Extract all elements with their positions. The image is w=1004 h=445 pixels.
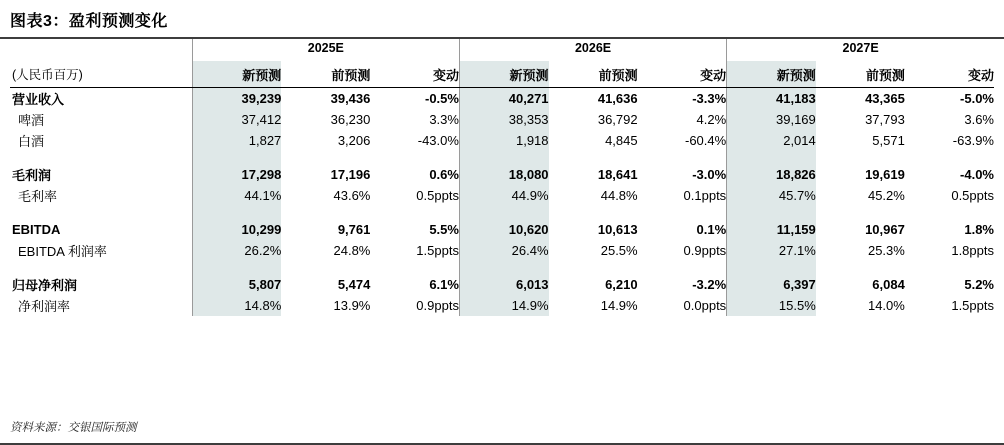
row-value: 37,412 xyxy=(192,109,281,130)
table-row xyxy=(10,274,994,295)
group-header-2026e xyxy=(459,39,726,61)
row-value: 0.1ppts xyxy=(683,188,727,203)
row-value: 1.8ppts xyxy=(951,243,994,258)
row-value: 43.6% xyxy=(333,188,371,203)
row-value: 0.5ppts xyxy=(416,188,459,203)
row-value: 10,967 xyxy=(865,222,905,237)
table-row xyxy=(10,185,994,206)
row-value: 25.3% xyxy=(867,243,905,258)
col-header-2025e-chg: 变动 xyxy=(370,61,459,88)
table-row xyxy=(10,295,994,316)
row-value: 10,620 xyxy=(459,219,548,240)
row-value: 44.8% xyxy=(600,188,638,203)
row-label: 毛利率 xyxy=(18,189,58,204)
row-value: 1.5ppts xyxy=(416,243,459,258)
row-value: 6,013 xyxy=(459,274,548,295)
row-value: 18,826 xyxy=(727,164,816,185)
row-label: 净利润率 xyxy=(18,299,71,314)
row-spacer xyxy=(10,206,994,219)
row-value: 6,397 xyxy=(727,274,816,295)
table-row xyxy=(10,219,994,240)
page-title: 图表3：盈利预测变化 xyxy=(10,13,168,30)
row-value: 44.1% xyxy=(192,185,281,206)
row-value: 14.0% xyxy=(867,298,905,313)
row-value: 13.9% xyxy=(333,298,371,313)
col-header-2026e-chg: 变动 xyxy=(638,61,727,88)
row-value: 43,365 xyxy=(865,91,905,106)
row-value: 41,636 xyxy=(597,91,638,106)
row-value: 10,299 xyxy=(192,219,281,240)
row-label: EBITDA 利润率 xyxy=(18,244,107,259)
row-value: 14.9% xyxy=(459,295,548,316)
row-value: -5.0% xyxy=(960,91,994,106)
row-value: -63.9% xyxy=(952,133,994,148)
table-row xyxy=(10,88,994,110)
row-value: 1,918 xyxy=(459,130,548,151)
col-header-2026e-new: 新预测 xyxy=(459,61,548,88)
group-label-2027e: 2027E xyxy=(833,41,889,55)
table-row xyxy=(10,130,994,151)
row-value: 4,845 xyxy=(605,133,638,148)
row-label: 归母净利润 xyxy=(12,278,78,293)
group-label-2025e: 2025E xyxy=(298,41,354,55)
row-value: 45.2% xyxy=(867,188,905,203)
row-value: -0.5% xyxy=(424,91,459,106)
row-value: 27.1% xyxy=(727,240,816,261)
row-value: 11,159 xyxy=(727,219,816,240)
row-value: 19,619 xyxy=(865,167,905,182)
forecast-change-table xyxy=(10,39,994,316)
row-value: 45.7% xyxy=(727,185,816,206)
row-value: 17,196 xyxy=(330,167,371,182)
row-value: 14.9% xyxy=(600,298,638,313)
row-value: 0.9ppts xyxy=(416,298,459,313)
row-value: 3.6% xyxy=(964,112,994,127)
row-value: 44.9% xyxy=(459,185,548,206)
row-value: 41,183 xyxy=(727,88,816,110)
row-label: 营业收入 xyxy=(12,92,65,107)
table-row xyxy=(10,240,994,261)
row-value: 1,827 xyxy=(192,130,281,151)
row-value: 36,792 xyxy=(597,112,638,127)
row-value: 5,571 xyxy=(872,133,905,148)
table-row xyxy=(10,109,994,130)
row-value: 18,080 xyxy=(459,164,548,185)
row-value: 6,084 xyxy=(872,277,905,292)
table-row xyxy=(10,164,994,185)
unit-label: (人民币百万) xyxy=(10,61,192,88)
row-value: -43.0% xyxy=(417,133,459,148)
row-value: -3.2% xyxy=(692,277,727,292)
row-spacer xyxy=(10,261,994,274)
row-value: 39,436 xyxy=(330,91,371,106)
col-header-2025e-new: 新预测 xyxy=(192,61,281,88)
row-value: 2,014 xyxy=(727,130,816,151)
row-label: 白酒 xyxy=(18,134,45,149)
row-value: 10,613 xyxy=(597,222,638,237)
row-value: 39,239 xyxy=(192,88,281,110)
row-value: 40,271 xyxy=(459,88,548,110)
row-value: 3.3% xyxy=(429,112,459,127)
row-spacer xyxy=(10,151,994,164)
row-value: 38,353 xyxy=(459,109,548,130)
group-label-2026e: 2026E xyxy=(565,41,621,55)
row-value: 0.5ppts xyxy=(951,188,994,203)
row-value: 17,298 xyxy=(192,164,281,185)
row-value: 5,807 xyxy=(192,274,281,295)
row-label: EBITDA xyxy=(12,222,61,237)
col-header-2027e-prev: 前预测 xyxy=(816,61,905,88)
row-value: 18,641 xyxy=(597,167,638,182)
row-value: 14.8% xyxy=(192,295,281,316)
row-value: 26.4% xyxy=(459,240,548,261)
source-note: 资料来源：交银国际预测 xyxy=(10,422,137,434)
row-value: 15.5% xyxy=(727,295,816,316)
row-value: -3.0% xyxy=(692,167,727,182)
row-value: 39,169 xyxy=(727,109,816,130)
group-header-2025e xyxy=(192,39,459,61)
row-value: 1.5ppts xyxy=(951,298,994,313)
row-value: 24.8% xyxy=(333,243,371,258)
row-value: -3.3% xyxy=(692,91,727,106)
row-value: 6,210 xyxy=(605,277,638,292)
row-value: 36,230 xyxy=(330,112,371,127)
row-value: 0.0ppts xyxy=(683,298,727,313)
row-label: 毛利润 xyxy=(12,168,52,183)
row-value: -60.4% xyxy=(684,133,727,148)
row-value: -4.0% xyxy=(960,167,994,182)
group-header-blank xyxy=(10,39,192,61)
row-value: 25.5% xyxy=(600,243,638,258)
row-value: 0.9ppts xyxy=(683,243,727,258)
table-body xyxy=(10,39,994,316)
col-header-2027e-chg: 变动 xyxy=(905,61,994,88)
row-value: 0.1% xyxy=(696,222,727,237)
exhibit-title-bar xyxy=(0,0,1004,39)
row-value: 4.2% xyxy=(696,112,727,127)
row-value: 9,761 xyxy=(337,222,371,237)
row-value: 1.8% xyxy=(964,222,994,237)
row-value: 3,206 xyxy=(337,133,371,148)
col-header-2027e-new: 新预测 xyxy=(727,61,816,88)
group-header-2027e xyxy=(727,39,994,61)
row-value: 0.6% xyxy=(429,167,459,182)
column-header-row xyxy=(10,61,994,88)
col-header-2026e-prev: 前预测 xyxy=(549,61,638,88)
row-value: 37,793 xyxy=(865,112,905,127)
row-value: 5,474 xyxy=(337,277,371,292)
row-value: 5.2% xyxy=(964,277,994,292)
row-value: 5.5% xyxy=(429,222,459,237)
row-value: 6.1% xyxy=(429,277,459,292)
row-value: 26.2% xyxy=(192,240,281,261)
group-header-row xyxy=(10,39,994,61)
row-label: 啤酒 xyxy=(18,113,45,128)
col-header-2025e-prev: 前预测 xyxy=(281,61,370,88)
